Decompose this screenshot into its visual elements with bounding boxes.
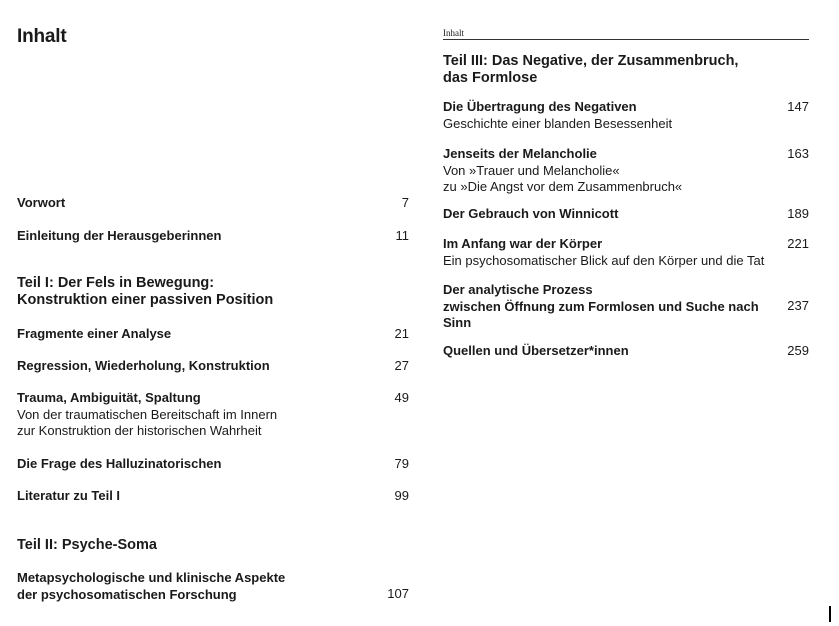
toc-entry-page: 7 bbox=[401, 195, 409, 210]
toc-entry-quellen[interactable] bbox=[443, 343, 809, 360]
toc-entry-title: Jenseits der Melancholie bbox=[443, 146, 597, 161]
part-heading-teil-1 bbox=[17, 275, 409, 309]
toc-entry-melancholie[interactable] bbox=[443, 146, 809, 196]
toc-entry-title: Der analytische Prozess bbox=[443, 282, 593, 297]
toc-entry-page: 21 bbox=[394, 326, 409, 341]
toc-entry-subtitle: Von der traumatischen Bereitschaft im Innern bbox=[17, 406, 278, 422]
toc-entry-title: zwischen Öffnung zum Formlosen und Suche nach Sinn bbox=[443, 298, 759, 330]
toc-entry-page: 79 bbox=[394, 456, 409, 471]
toc-entry-title: Im Anfang war der Körper bbox=[443, 236, 603, 251]
toc-entry-title: der psychosomatischen Forschung bbox=[17, 586, 237, 602]
toc-entry-page: 99 bbox=[394, 488, 409, 503]
toc-entry-title: Der Gebrauch von Winnicott bbox=[443, 206, 619, 221]
part-heading-line: das Formlose bbox=[443, 70, 538, 86]
toc-entry-page: 237 bbox=[787, 298, 809, 313]
toc-entry-page: 11 bbox=[395, 228, 409, 243]
toc-entry-literatur-teil-1[interactable] bbox=[17, 488, 409, 505]
toc-title: Inhalt bbox=[17, 26, 67, 47]
toc-entry-regression[interactable] bbox=[17, 358, 409, 375]
part-heading-teil-3 bbox=[443, 53, 809, 87]
toc-entry-title: Metapsychologische und klinische Aspekte bbox=[17, 570, 286, 585]
toc-entry-page: 27 bbox=[394, 358, 409, 373]
toc-entry-analytischer-prozess[interactable] bbox=[443, 282, 809, 332]
toc-entry-winnicott[interactable] bbox=[443, 206, 809, 223]
toc-entry-subtitle: zur Konstruktion der historischen Wahrheit bbox=[17, 423, 262, 438]
toc-entry-page: 189 bbox=[787, 206, 809, 221]
toc-entry-subtitle: Geschichte einer blanden Besessenheit bbox=[443, 115, 673, 131]
toc-entry-vorwort[interactable] bbox=[17, 195, 409, 212]
toc-entry-title: Trauma, Ambiguität, Spaltung bbox=[17, 390, 201, 405]
toc-entry-page: 49 bbox=[394, 390, 409, 405]
toc-entry-subtitle: zu »Die Angst vor dem Zusammenbruch« bbox=[443, 179, 683, 194]
toc-entry-halluzinatorisch[interactable] bbox=[17, 456, 409, 473]
toc-entry-einleitung[interactable] bbox=[17, 228, 409, 245]
toc-entry-koerper[interactable] bbox=[443, 236, 809, 269]
toc-entry-title: Quellen und Übersetzer*innen bbox=[443, 343, 629, 358]
toc-entry-title: Literatur zu Teil I bbox=[17, 488, 121, 503]
part-heading-line: Teil I: Der Fels in Bewegung: bbox=[17, 275, 215, 291]
toc-entry-subtitle: Von »Trauer und Melancholie« bbox=[443, 162, 620, 178]
text-cursor bbox=[829, 606, 831, 622]
part-heading-teil-2 bbox=[17, 537, 409, 554]
toc-entry-subtitle: Ein psychosomatischer Blick auf den Körper und die Tat bbox=[443, 252, 765, 268]
toc-entry-fragmente[interactable] bbox=[17, 326, 409, 343]
running-head: Inhalt bbox=[443, 28, 809, 40]
toc-entry-page: 163 bbox=[787, 146, 809, 161]
part-heading-line: Teil III: Das Negative, der Zusammenbruch, bbox=[443, 53, 739, 69]
toc-entry-title: Einleitung der Herausgeberinnen bbox=[17, 228, 222, 243]
toc-entry-page: 107 bbox=[387, 586, 409, 601]
toc-entry-metapsychologisch[interactable] bbox=[17, 570, 409, 603]
toc-entry-page: 259 bbox=[787, 343, 809, 358]
part-heading-line: Konstruktion einer passiven Position bbox=[17, 292, 274, 308]
toc-entry-page: 147 bbox=[787, 99, 809, 114]
toc-entry-title: Fragmente einer Analyse bbox=[17, 326, 172, 341]
toc-entry-title: Die Frage des Halluzinatorischen bbox=[17, 456, 222, 471]
toc-entry-title: Vorwort bbox=[17, 195, 66, 210]
toc-entry-page: 221 bbox=[787, 236, 809, 251]
toc-entry-title: Die Übertragung des Negativen bbox=[443, 99, 637, 114]
part-heading-line: Teil II: Psyche-Soma bbox=[17, 537, 157, 553]
toc-entry-trauma[interactable] bbox=[17, 390, 409, 440]
toc-entry-uebertragung[interactable] bbox=[443, 99, 809, 132]
toc-entry-title: Regression, Wiederholung, Konstruktion bbox=[17, 358, 270, 373]
